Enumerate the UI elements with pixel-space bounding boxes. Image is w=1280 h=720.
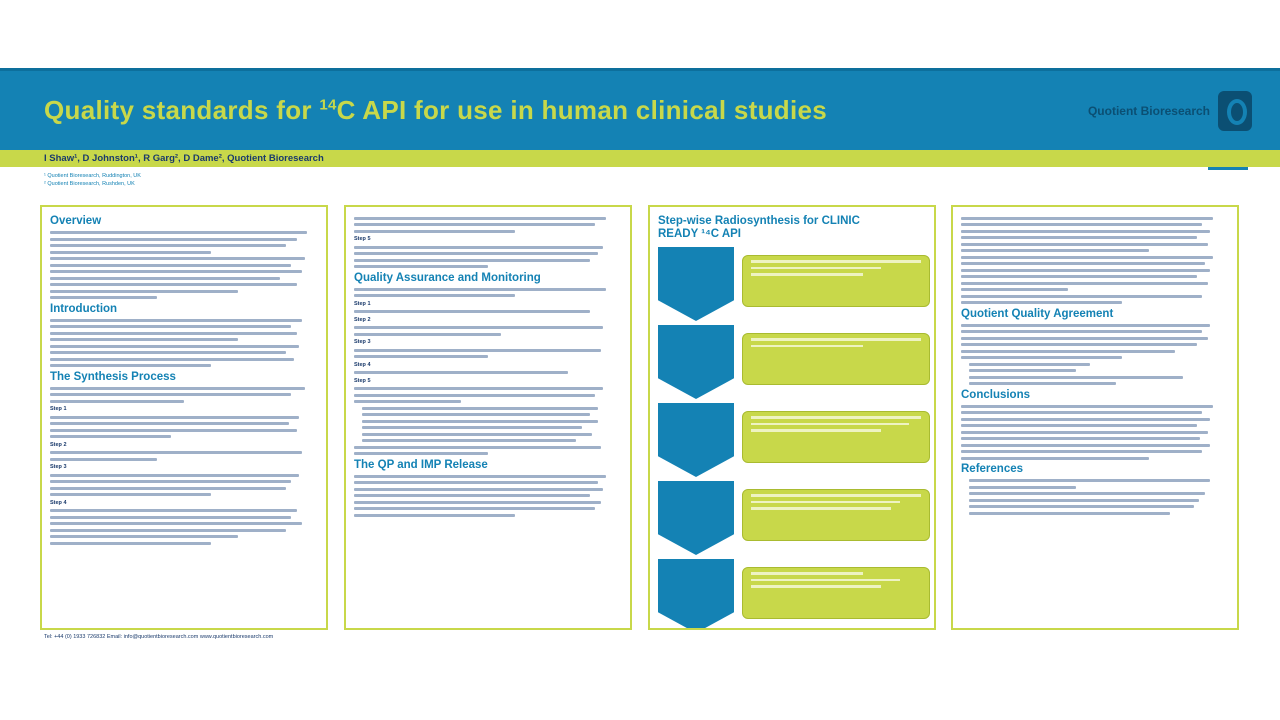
radiosynthesis-heading: Step-wise Radiosynthesis for CLINIC READY ¹⁴C API	[658, 215, 860, 240]
quality-agreement-heading: Quotient Quality Agreement	[961, 307, 1114, 320]
flow-stage-4-detail	[742, 489, 930, 541]
flow-stage-5	[658, 559, 734, 630]
references-heading: References	[961, 463, 1024, 475]
flow-stage-3-detail	[742, 411, 930, 463]
qa-step-2: Step 2	[354, 316, 371, 323]
synthesis-body	[50, 387, 318, 545]
flow-stage-1	[658, 247, 734, 321]
qa-step-3: Step 3	[354, 339, 371, 345]
divider	[1208, 167, 1248, 170]
qp-release-body	[354, 475, 622, 517]
qp-release-heading: The QP and IMP Release	[354, 458, 488, 471]
radiosynthesis-flow-diagram	[658, 247, 926, 630]
step-5-body	[354, 246, 622, 269]
flow-stage-2-detail	[742, 333, 930, 385]
qa-step-4: Step 4	[354, 361, 371, 368]
title-superscript: 14	[319, 96, 337, 114]
logo-text: Quotient Bioresearch	[1087, 104, 1210, 118]
overview-body	[50, 231, 318, 299]
contact-footer: Tel: +44 (0) 1933 726832 Email: info@quotientbioresearch.com www.quotientbioresearch.com	[44, 634, 274, 640]
author-list: I Shaw¹, D Johnston¹, R Garg², D Dame², Quotient Bioresearch	[44, 153, 324, 164]
introduction-heading: Introduction	[50, 302, 118, 315]
title-text-post: C API for use in human clinical studies	[336, 95, 828, 125]
qa-heading: Quality Assurance and Monitoring	[354, 271, 541, 284]
introduction-body	[50, 319, 318, 368]
flow-stage-4	[658, 481, 734, 555]
synthesis-step-2: Step 2	[50, 441, 67, 448]
step-5: Step 5	[354, 236, 371, 242]
panel-overview	[40, 205, 328, 630]
conclusions-heading: Conclusions	[961, 388, 1031, 401]
affiliation-2: ² Quotient Bioresearch, Rushden, UK	[44, 181, 135, 187]
synthesis-step-3: Step 3	[50, 464, 67, 470]
step-text	[354, 217, 622, 233]
intro-text	[961, 217, 1229, 305]
logo-q-icon	[1218, 91, 1252, 131]
affiliation-1: ¹ Quotient Bioresearch, Ruddington, UK	[44, 173, 141, 179]
qa-step-5: Step 5	[354, 377, 371, 384]
panel-quality-assurance	[344, 205, 632, 630]
overview-heading: Overview	[50, 215, 102, 227]
poster-title	[44, 95, 827, 126]
synthesis-step-1: Step 1	[50, 406, 67, 412]
quality-agreement-body	[961, 324, 1229, 386]
synthesis-step-4: Step 4	[50, 499, 67, 506]
flow-stage-3	[658, 403, 734, 477]
conclusions-body	[961, 405, 1229, 460]
flow-stage-2	[658, 325, 734, 399]
synthesis-heading: The Synthesis Process	[50, 370, 176, 383]
flow-stage-5-detail	[742, 567, 930, 619]
flow-stage-1-detail	[742, 255, 930, 307]
panel-stepwise-radiosynthesis	[648, 205, 936, 630]
qa-body	[354, 288, 622, 456]
qa-step-1: Step 1	[354, 300, 371, 307]
title-banner	[0, 68, 1280, 150]
references-list	[961, 479, 1229, 515]
title-text-pre: Quality standards for	[44, 95, 320, 125]
panel-conclusions	[951, 205, 1239, 630]
company-logo	[1088, 91, 1252, 131]
